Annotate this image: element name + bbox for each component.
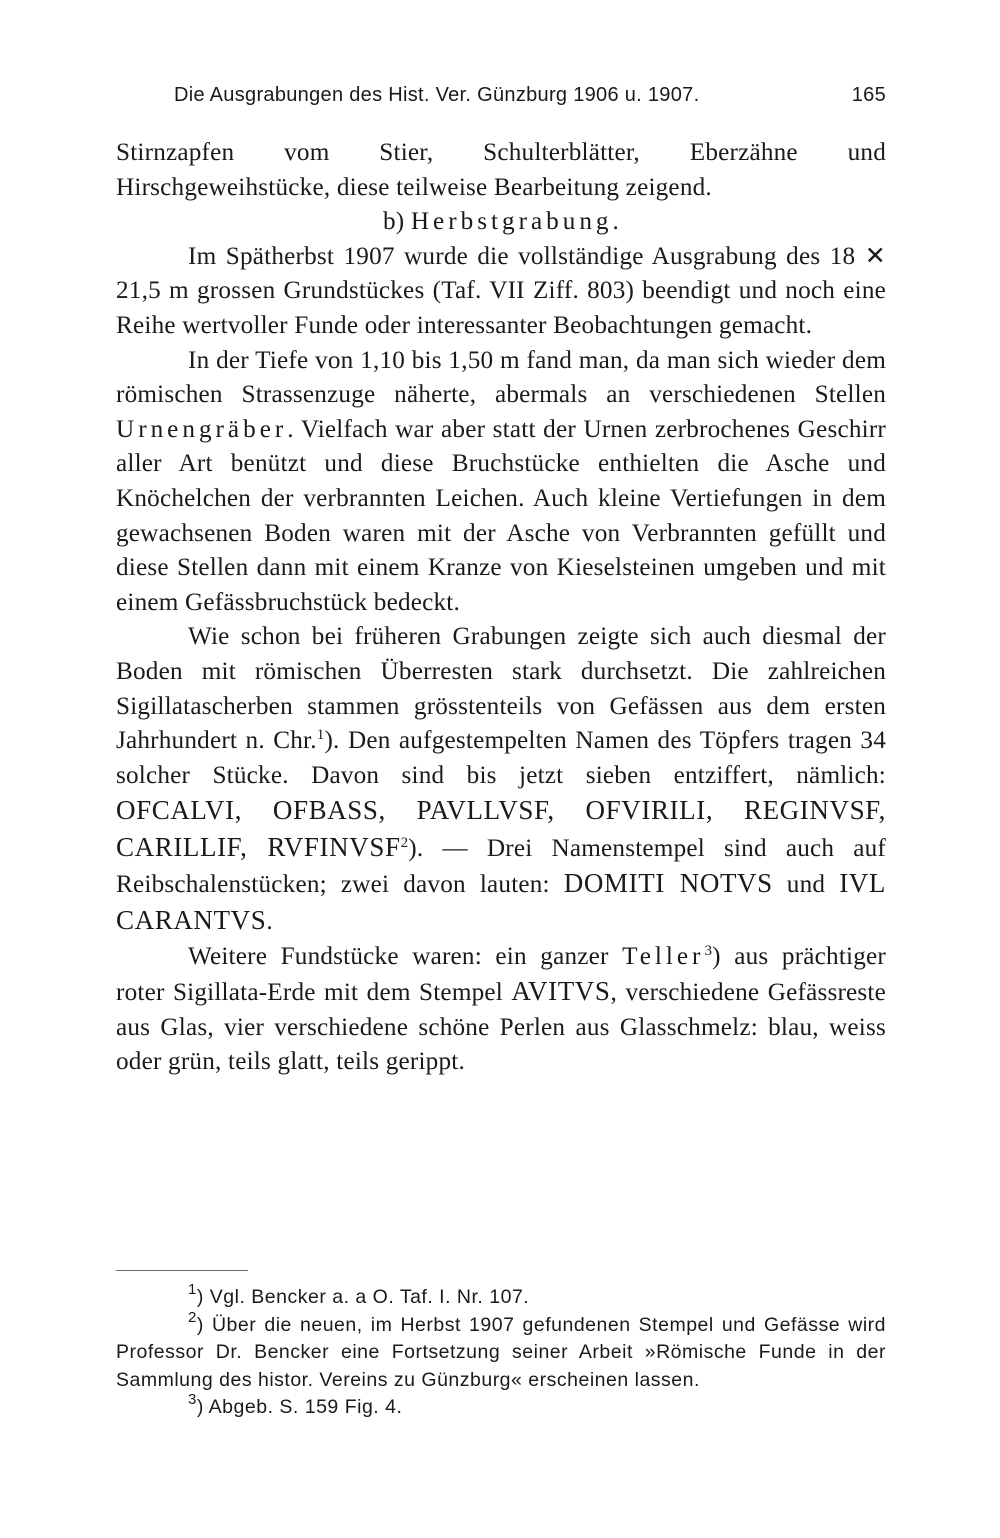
footnote-ref-1: 1 <box>316 727 325 744</box>
p5-text-c: , verschiedene Gefässreste aus Glas, vier verschiedene schöne Perlen aus Glasschmelz: blau, weiss oder grün, teils glatt, teils gerippt. <box>116 979 886 1076</box>
footnote-marker-1: 1 <box>188 1281 197 1298</box>
footnote-marker-2: 2 <box>188 1308 197 1326</box>
paragraph-fundstuecke <box>116 940 886 1080</box>
footnote-divider <box>116 1270 248 1271</box>
running-head <box>174 84 886 107</box>
footnote-1 <box>116 1281 886 1312</box>
footnote-2 <box>116 1308 886 1395</box>
footnote-ref-3: 3 <box>704 942 713 959</box>
p4-text-a: Wie schon bei früheren Grabungen zeigte sich auch diesmal der Boden mit römischen Überresten stark durchsetzt. Die zahlreichen Sigillatascherben stammen grösstenteils von Gefässen aus dem ersten Jahrhundert n. Chr. <box>116 623 886 755</box>
footnote-text-3: ) Abgeb. S. 159 Fig. 4. <box>196 1396 403 1418</box>
footnote-3 <box>116 1391 886 1422</box>
p4-text-e: . <box>266 908 273 936</box>
footnote-ref-2: 2 <box>400 834 409 851</box>
footnote-text-1: ) Vgl. Bencker a. a O. Taf. I. Nr. 107. <box>196 1286 530 1308</box>
p5-text-a: Weitere Fundstücke waren: ein ganzer <box>188 942 623 970</box>
running-title: Die Ausgrabungen des Hist. Ver. Günzburg 1906 u. 1907. <box>174 84 700 106</box>
heading-suffix: . <box>612 208 620 236</box>
p5-spaced-term: Teller <box>622 942 705 970</box>
section-heading <box>116 205 886 240</box>
footnotes <box>116 1281 886 1422</box>
p4-text-d: und <box>772 871 840 899</box>
p4-stamp-list: OFCALVI, OFBASS, PAVLLVSF, OFVIRILI, REGINVSF, CARILLIF, RVFINVSF <box>116 795 886 862</box>
heading-spaced: Herbstgrabung <box>410 208 613 236</box>
p3-text-b: . Vielfach war aber statt der Urnen zerbrochenes Geschirr aller Art benützt und diese Bruchstücke enthielten die Asche und Knöchelchen der verbrannten Leichen. Auch kleine Vertiefungen in dem gewachsenen Boden waren mit der Asche von Verbrannten gefüllt und diese Stellen dann mit einem Kranze von Kieselsteinen umgeben und mit einem Gefässbruchstück bedeckt. <box>116 415 886 616</box>
p4-stamp-domiti: DOMITI NOTVS <box>563 868 773 899</box>
footnote-marker-3: 3 <box>188 1391 197 1408</box>
p3-spaced-term: Urnengräber <box>116 415 288 443</box>
p4-stamp-ivl: IVL CARANTVS <box>116 868 886 936</box>
paragraph-spaetherbst: Im Spätherbst 1907 wurde die vollständige Ausgrabung des 18 ✕ 21,5 m grossen Grundstückes (Taf. VII Ziff. 803) beendigt und noch eine Reihe wertvoller Funde oder interessanter Beobachtungen gemacht. <box>116 242 886 339</box>
heading-prefix: b) <box>382 208 411 236</box>
main-text <box>116 136 886 1080</box>
p3-text-a: In der Tiefe von 1,10 bis 1,50 m fand man, da man sich wieder dem römischen Strassenzuge näherte, abermals an verschiedenen Stellen <box>116 346 886 409</box>
paragraph-urnengraeber <box>116 344 886 621</box>
page-number: 165 <box>851 84 886 106</box>
paragraph-continuation: Stirnzapfen vom Stier, Schulterblätter, Eberzähne und Hirschgeweihstücke, diese teilweise Bearbeitung zeigend. <box>116 139 886 201</box>
p5-stamp-avitvs: AVITVS <box>511 976 611 1007</box>
footnote-text-2: ) Über die neuen, im Herbst 1907 gefundenen Stempel und Gefässe wird Professor Dr. Bencker eine Fortsetzung seiner Arbeit »Römische Funde in der Sammlung des histor. Vereins zu Günzburg« erscheinen lassen. <box>116 1313 886 1391</box>
paragraph-sigillata <box>116 620 886 939</box>
p4-text-b: ). Den aufgestempelten Namen des Töpfers tragen 34 solcher Stücke. Davon sind bis jetzt sieben entziffert, nämlich: <box>116 727 887 789</box>
p5-text-b: ) aus prächtiger roter Sigillata-Erde mit dem Stempel <box>116 942 886 1007</box>
p4-text-c: ). — Drei Namenstempel sind auch auf Reibschalenstücken; zwei davon lauten: <box>116 834 886 899</box>
